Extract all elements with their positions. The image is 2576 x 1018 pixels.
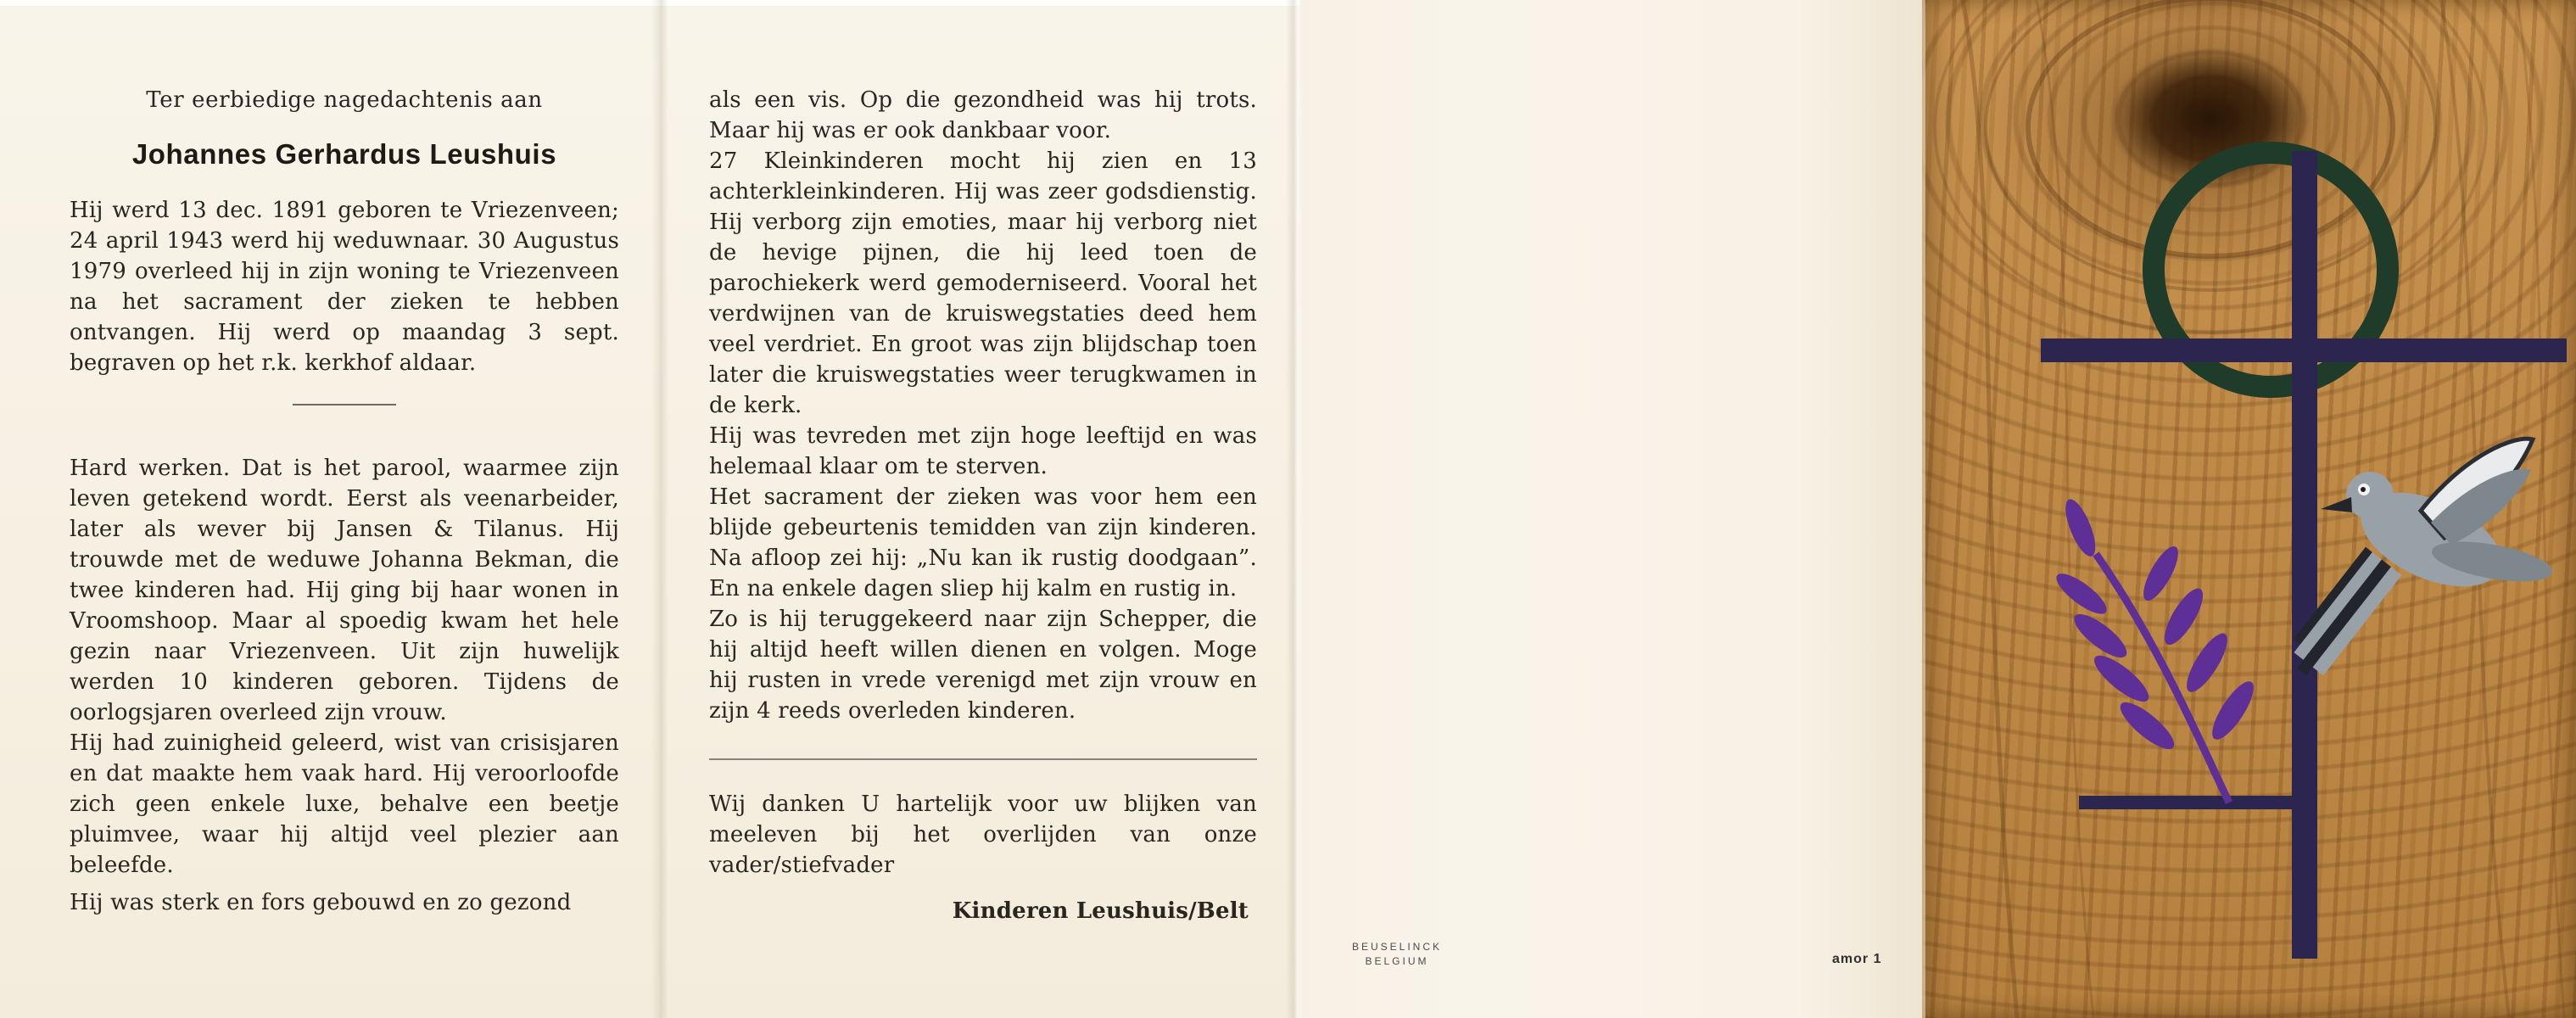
thanks-divider — [709, 758, 1257, 760]
paragraph-health: als een vis. Op die gezondheid was hij trots. Maar hij was er ook dankbaar voor. — [709, 87, 1257, 143]
dedication-line: Ter eerbiedige nagedachtenis aan — [146, 87, 543, 113]
card-page-right — [709, 85, 1257, 926]
family-signature: Kinderen Leushuis/Belt — [952, 898, 1249, 924]
paragraph-content: Hij was tevreden met zijn hoge leeftijd en was helemaal klaar om te sterven. — [709, 423, 1257, 479]
paragraph-birth: Hij werd 13 dec. 1891 geboren te Vriezenveen; 24 april 1943 werd hij weduwnaar. 30 Augustus 1979 overleed hij in zijn woning te Vriezenveen na het sacrament der zieken te hebben ontvangen. Hij werd op maandag 3 sept. begraven op het r.k. kerkhof aldaar. — [70, 198, 619, 376]
dove-pupil — [2361, 487, 2366, 492]
paragraph-health-lead: Hij was sterk en fors gebouwd en zo gezond — [70, 890, 572, 915]
branch-artwork — [2051, 495, 2260, 803]
paragraph-work: Hard werken. Dat is het parool, waarmee zijn leven getekend wordt. Eerst als veenarbeider, later als wever bij Jansen & Tilanus. Hij trouwde met de weduwe Johanna Bekman, die twee kinderen had. Hij ging bij haar wonen in Vroomshoop. Maar al spoedig kwam het hele gezin naar Vriezenveen. Uit zijn huwelijk werden 10 kinderen geboren. Tijdens de oorlogsjaren overleed zijn vrouw. — [70, 456, 619, 725]
cover-artwork-panel — [1922, 0, 2576, 1018]
brand-mark: amor 1 — [1832, 952, 1882, 966]
dove-beak — [2321, 497, 2352, 512]
printer-mark — [1333, 940, 1461, 969]
thanks-paragraph: Wij danken U hartelijk voor uw blijken van meeleven bij het overlijden van onze vader/stiefvader — [709, 791, 1257, 878]
dove-head — [2346, 472, 2394, 519]
card-blank-page — [1299, 0, 1922, 1018]
fold-crease-inner — [651, 0, 668, 1018]
paragraph-sacrament: Het sacrament der zieken was voor hem een blijde gebeurtenis temidden van zijn kinderen. Na afloop zei hij: „Nu kan ik rustig doodgaan”. En na enkele dagen sliep hij kalm en rustig in. — [709, 484, 1257, 601]
paragraph-grandchildren: 27 Kleinkinderen mocht hij zien en 13 achterkleinkinderen. Hij was zeer godsdienstig. Hij verborg zijn emoties, maar hij verborg niet de hevige pijnen, die hij leed toen de parochiekerk werd gemoderniseerd. Vooral het verdwijnen van de kruiswegstaties deed hem veel verdriet. En groot was zijn blijdschap toen later die kruiswegstaties weer terugkwamen in de kerk. — [709, 148, 1257, 418]
section-divider — [293, 404, 396, 406]
dove-artwork — [2281, 439, 2555, 684]
printer-country: BELGIUM — [1365, 955, 1429, 967]
printer-name: BEUSELINCK — [1351, 941, 1443, 953]
cross-vertical-bar — [2292, 151, 2317, 959]
card-page-left — [70, 85, 619, 918]
paragraph-farewell: Zo is hij teruggekeerd naar zijn Schepper, die hij altijd heeft willen dienen en volgen. Moge hij rusten in vrede verenigd met zijn vrouw en zijn 4 reeds overleden kinderen. — [709, 607, 1257, 724]
deceased-name: Johannes Gerhardus Leushuis — [131, 138, 557, 170]
cross-base-line — [2079, 796, 2310, 809]
cross-horizontal-bar — [2041, 338, 2567, 362]
cover-artwork — [1922, 0, 2576, 1018]
paragraph-thrift: Hij had zuinigheid geleerd, wist van crisisjaren en dat maakte hem vaak hard. Hij veroorloofde zich geen enkele luxe, behalve een beetje pluimvee, waar hij altijd veel plezier aan beleefde. — [70, 730, 619, 878]
